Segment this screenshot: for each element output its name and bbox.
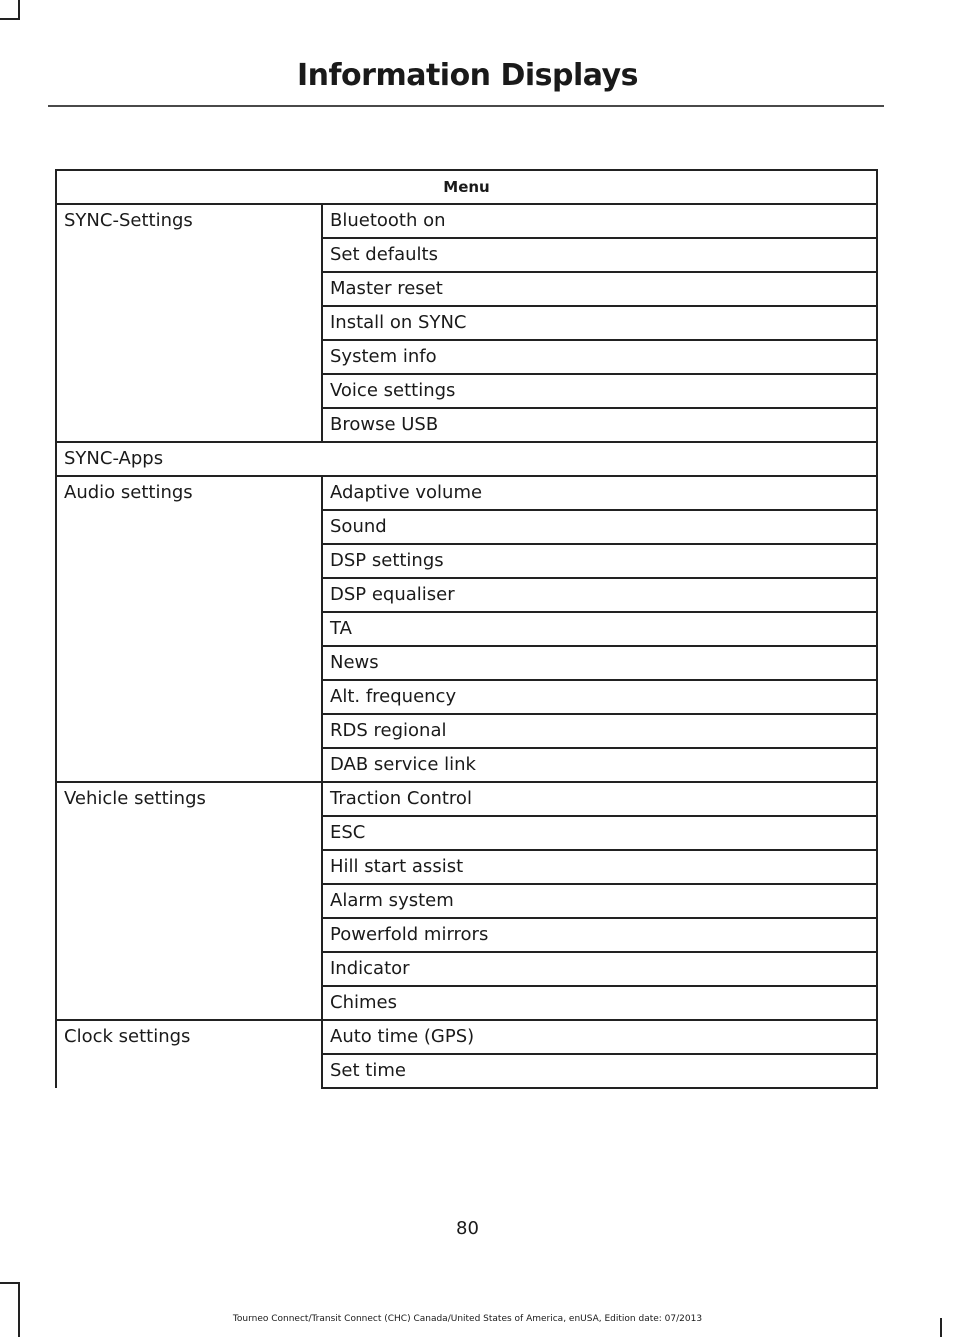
menu-item: Adaptive volume bbox=[322, 476, 877, 510]
table-header: Menu bbox=[56, 170, 877, 204]
title-divider bbox=[48, 105, 884, 107]
menu-body bbox=[56, 204, 877, 1088]
menu-group-label: Clock settings bbox=[56, 1020, 322, 1088]
menu-item: Auto time (GPS) bbox=[322, 1020, 877, 1054]
menu-item: Sound bbox=[322, 510, 877, 544]
menu-item: ESC bbox=[322, 816, 877, 850]
menu-group-label: Vehicle settings bbox=[56, 782, 322, 1020]
crop-mark bbox=[0, 1282, 20, 1284]
menu-group-label: SYNC-Settings bbox=[56, 204, 322, 442]
table-row bbox=[56, 442, 877, 476]
crop-mark bbox=[18, 1282, 20, 1337]
menu-item: Alt. frequency bbox=[322, 680, 877, 714]
table-row bbox=[56, 1020, 877, 1054]
menu-item: DAB service link bbox=[322, 748, 877, 782]
table-row bbox=[56, 782, 877, 816]
menu-table bbox=[55, 169, 878, 1089]
menu-item: System info bbox=[322, 340, 877, 374]
crop-mark bbox=[18, 0, 20, 20]
menu-item: Alarm system bbox=[322, 884, 877, 918]
menu-item: Set defaults bbox=[322, 238, 877, 272]
menu-item: News bbox=[322, 646, 877, 680]
menu-item: Voice settings bbox=[322, 374, 877, 408]
menu-item: Traction Control bbox=[322, 782, 877, 816]
menu-item: Set time bbox=[322, 1054, 877, 1088]
menu-item: Hill start assist bbox=[322, 850, 877, 884]
edition-footer: Tourneo Connect/Transit Connect (CHC) Canada/United States of America, enUSA, Edition date: 07/2013 bbox=[232, 1314, 703, 1324]
page-title: Information Displays bbox=[296, 58, 639, 93]
menu-item: Master reset bbox=[322, 272, 877, 306]
menu-item: DSP equaliser bbox=[322, 578, 877, 612]
page-number: 80 bbox=[456, 1218, 479, 1239]
crop-mark bbox=[0, 18, 20, 20]
table-row bbox=[56, 204, 877, 238]
table-row bbox=[56, 476, 877, 510]
menu-item: TA bbox=[322, 612, 877, 646]
menu-group-label: Audio settings bbox=[56, 476, 322, 782]
menu-item: Powerfold mirrors bbox=[322, 918, 877, 952]
menu-item: Browse USB bbox=[322, 408, 877, 442]
menu-item: Chimes bbox=[322, 986, 877, 1020]
menu-item: DSP settings bbox=[322, 544, 877, 578]
menu-item: Install on SYNC bbox=[322, 306, 877, 340]
menu-group-label: SYNC-Apps bbox=[56, 442, 877, 476]
menu-item: RDS regional bbox=[322, 714, 877, 748]
table-header-row bbox=[56, 170, 877, 204]
menu-item: Indicator bbox=[322, 952, 877, 986]
crop-mark bbox=[940, 1318, 942, 1337]
menu-item: Bluetooth on bbox=[322, 204, 877, 238]
